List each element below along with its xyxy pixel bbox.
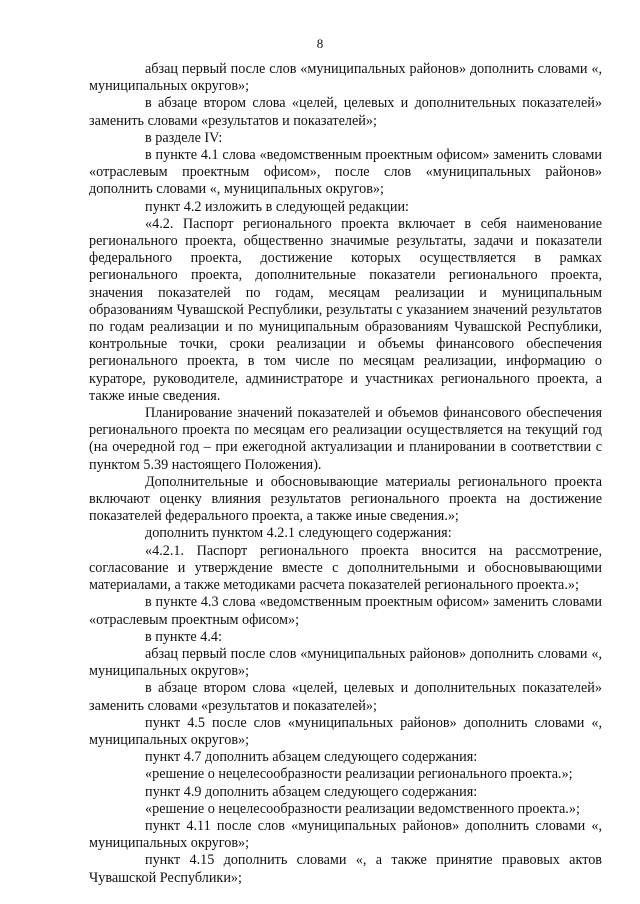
paragraph: пункт 4.9 дополнить абзацем следующего содержания: xyxy=(145,783,478,800)
paragraph: «4.2. Паспорт регионального проекта включает в себя наименование регионального проекта, общественно значимые результаты, задачи и показатели федерального проекта, достижение которых осуществляется в рамках регионального проекта, дополнительные показатели регионального проекта, значения показателей по годам, месяцам реализации и муниципальным образованиям Чувашской Республики, результаты с указанием значений результатов по годам реализации и по муниципальным образованиям Чувашской Республики, контрольные точки, сроки реализации и объемы финансового обеспечения регионального проекта, в том числе по месяцам реализации, информацию о кураторе, руководителе, администраторе и участниках регионального проекта, а также иные сведения. xyxy=(89,215,602,404)
paragraph: «решение о нецелесообразности реализации ведомственного проекта.»; xyxy=(145,800,580,817)
paragraph: «4.2.1. Паспорт регионального проекта вносится на рассмотрение, согласование и утверждение вместе с дополнительными и обосновывающими материалами, а также методиками расчета показателей регионального проекта.»; xyxy=(89,542,602,594)
paragraph: пункт 4.5 после слов «муниципальных районов» дополнить словами «, муниципальных округов»; xyxy=(89,714,602,748)
paragraph: пункт 4.7 дополнить абзацем следующего содержания: xyxy=(145,749,478,766)
paragraph: Планирование значений показателей и объемов финансового обеспечения регионального проекта по месяцам его реализации осуществляется на текущий год (на очередной год – при ежегодной актуализации и планировании в соответствии с пунктом 5.39 настоящего Положения). xyxy=(89,405,602,473)
paragraph: пункт 4.11 после слов «муниципальных районов» дополнить словами «, муниципальных округов»; xyxy=(89,817,602,852)
paragraph: в пункте 4.1 слова «ведомственным проектным офисом» заменить словами «отраслевым проектным офисом», после слов «муниципальных районов» дополнить словами «, муниципальных округов»; xyxy=(89,147,602,198)
paragraph: абзац первый после слов «муниципальных районов» дополнить словами «, муниципальных округов»; xyxy=(89,645,602,680)
paragraph: Дополнительные и обосновывающие материалы регионального проекта включают оценку влияния результатов регионального проекта на достижение показателей федерального проекта, а также иные сведения.»; xyxy=(89,473,602,525)
paragraph: абзац первый после слов «муниципальных районов» дополнить словами «, муниципальных округов»; xyxy=(89,61,602,95)
paragraph: в разделе IV: xyxy=(145,129,223,146)
paragraph: пункт 4.15 дополнить словами «, а также принятие правовых актов Чувашской Республики»; xyxy=(89,852,602,886)
paragraph: в пункте 4.4: xyxy=(145,628,222,645)
paragraph: «решение о нецелесообразности реализации регионального проекта.»; xyxy=(145,766,573,783)
document-body xyxy=(89,61,602,887)
paragraph: дополнить пунктом 4.2.1 следующего содержания: xyxy=(145,525,452,542)
paragraph: в пункте 4.3 слова «ведомственным проектным офисом» заменить словами «отраслевым проектным офисом»; xyxy=(89,594,602,628)
paragraph: пункт 4.2 изложить в следующей редакции: xyxy=(145,198,409,215)
page-number: 8 xyxy=(316,36,324,51)
paragraph: в абзаце втором слова «целей, целевых и дополнительных показателей» заменить словами «результатов и показателей»; xyxy=(89,680,602,714)
paragraph: в абзаце втором слова «целей, целевых и дополнительных показателей» заменить словами «результатов и показателей»; xyxy=(89,95,602,129)
